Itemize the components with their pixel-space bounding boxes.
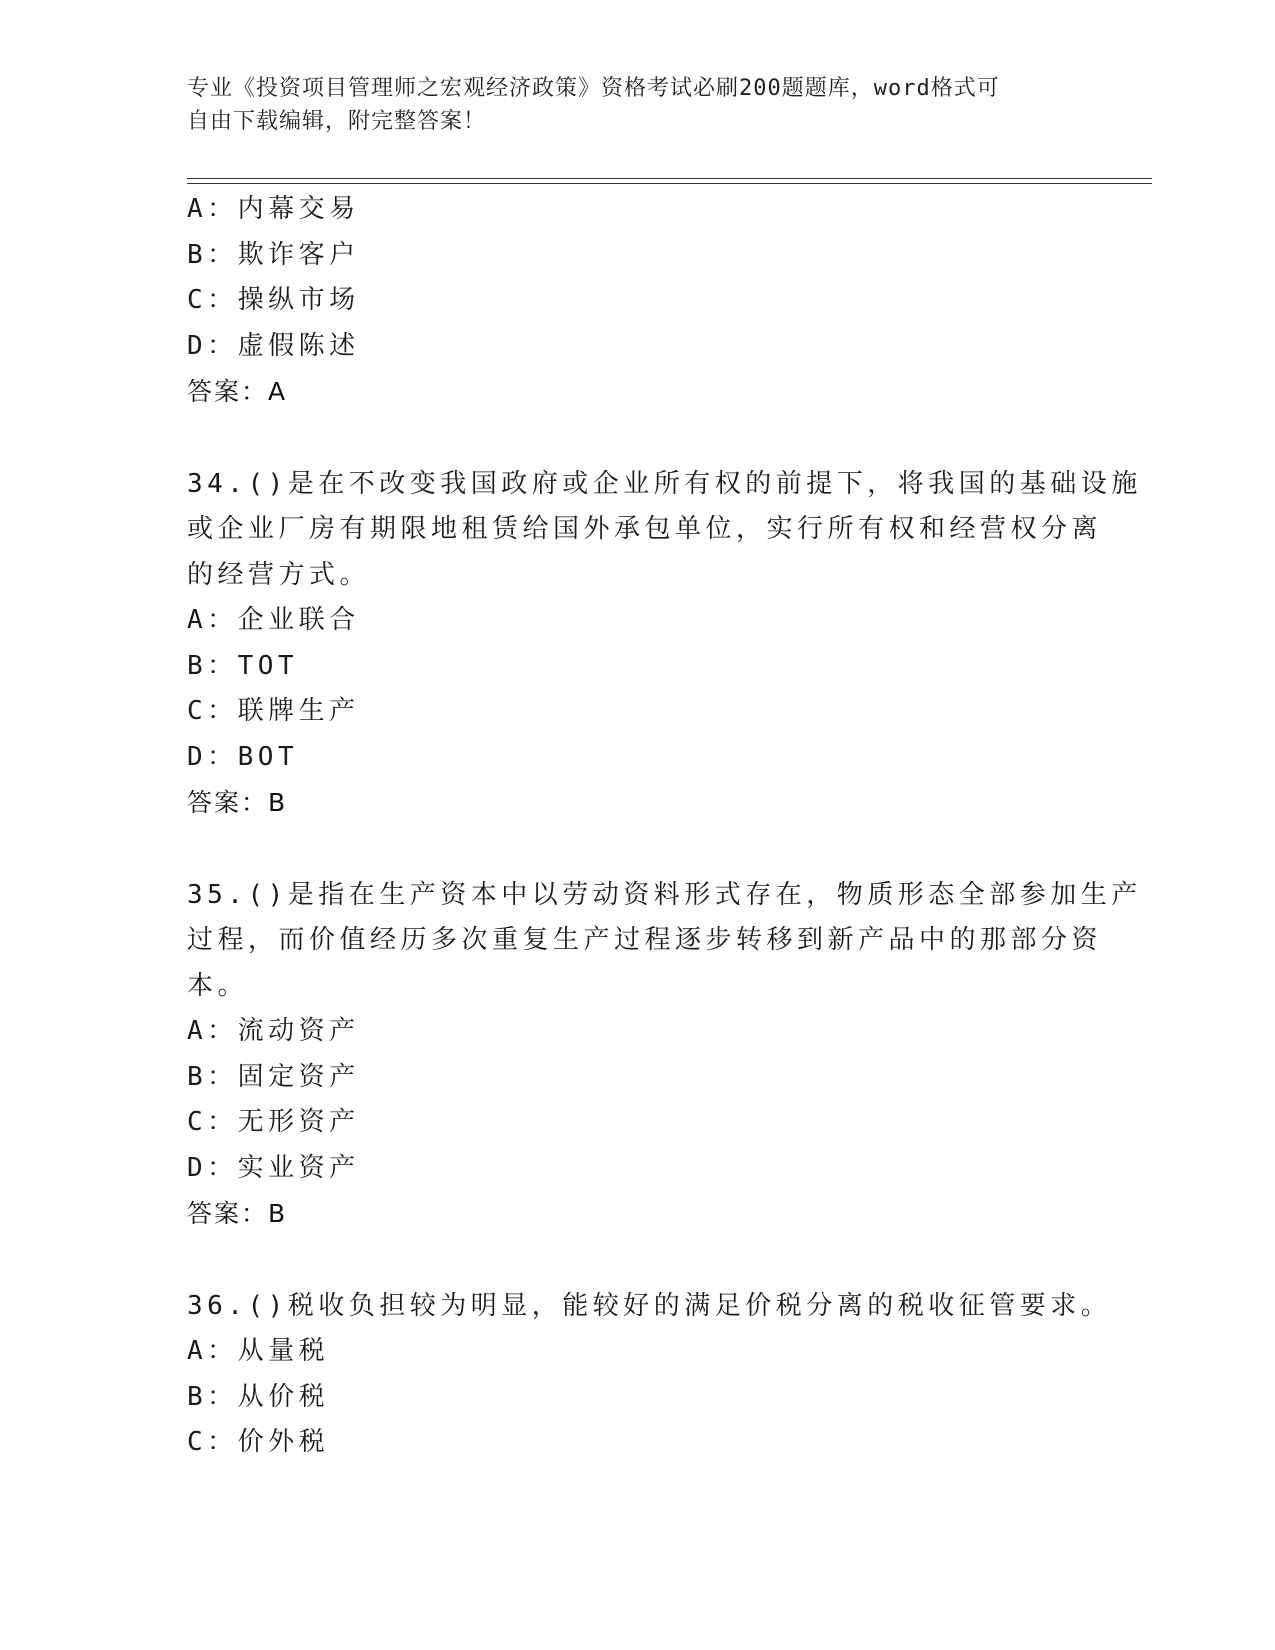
- answer: 答案：B: [187, 788, 288, 817]
- document-header: [187, 72, 1087, 138]
- question-33: [187, 187, 1087, 415]
- answer: 答案：A: [187, 377, 288, 406]
- answer: 答案：B: [187, 1199, 288, 1228]
- header-line-2: 自由下载编辑，附完整答案！: [187, 109, 487, 134]
- question-35: [187, 873, 1142, 1237]
- option-a: A：从量税: [187, 1336, 330, 1366]
- spacer: [187, 1237, 1087, 1284]
- option-d: D：虚假陈述: [187, 330, 360, 361]
- header-line-1: 专业《投资项目管理师之宏观经济政策》资格考试必刷200题题库，word格式可: [187, 76, 1000, 101]
- option-d: D：实业资产: [187, 1152, 360, 1183]
- question-text-line: 36.()税收负担较为明显，能较好的满足价税分离的税收征管要求。: [187, 1290, 1112, 1321]
- option-a: A：企业联合: [187, 605, 360, 635]
- option-c: C：操纵市场: [187, 285, 360, 315]
- question-34: [187, 462, 1142, 826]
- spacer: [187, 415, 1087, 462]
- header-divider-bottom: [187, 183, 1152, 184]
- question-36: [187, 1284, 1112, 1466]
- option-b: B：欺诈客户: [187, 239, 360, 270]
- question-text-line: 本。: [187, 970, 249, 1001]
- option-c: C：联牌生产: [187, 696, 360, 726]
- option-d: D：BOT: [187, 741, 299, 772]
- spacer: [187, 826, 1087, 873]
- option-b: B：TOT: [187, 650, 299, 681]
- option-c: C：无形资产: [187, 1107, 360, 1137]
- option-b: B：从价税: [187, 1381, 330, 1412]
- question-text-line: 的经营方式。: [187, 559, 371, 590]
- question-text-line: 34.()是在不改变我国政府或企业所有权的前提下，将我国的基础设施: [187, 468, 1142, 499]
- option-c: C：价外税: [187, 1427, 330, 1457]
- question-text-line: 或企业厂房有期限地租赁给国外承包单位，实行所有权和经营权分离: [187, 514, 1103, 544]
- option-b: B：固定资产: [187, 1061, 360, 1092]
- option-a: A：内幕交易: [187, 194, 360, 224]
- question-list: [187, 187, 1142, 1466]
- header-divider-top: [187, 178, 1152, 179]
- question-text-line: 35.()是指在生产资本中以劳动资料形式存在，物质形态全部参加生产: [187, 879, 1142, 910]
- option-a: A：流动资产: [187, 1016, 360, 1046]
- question-text-line: 过程，而价值经历多次重复生产过程逐步转移到新产品中的那部分资: [187, 925, 1103, 955]
